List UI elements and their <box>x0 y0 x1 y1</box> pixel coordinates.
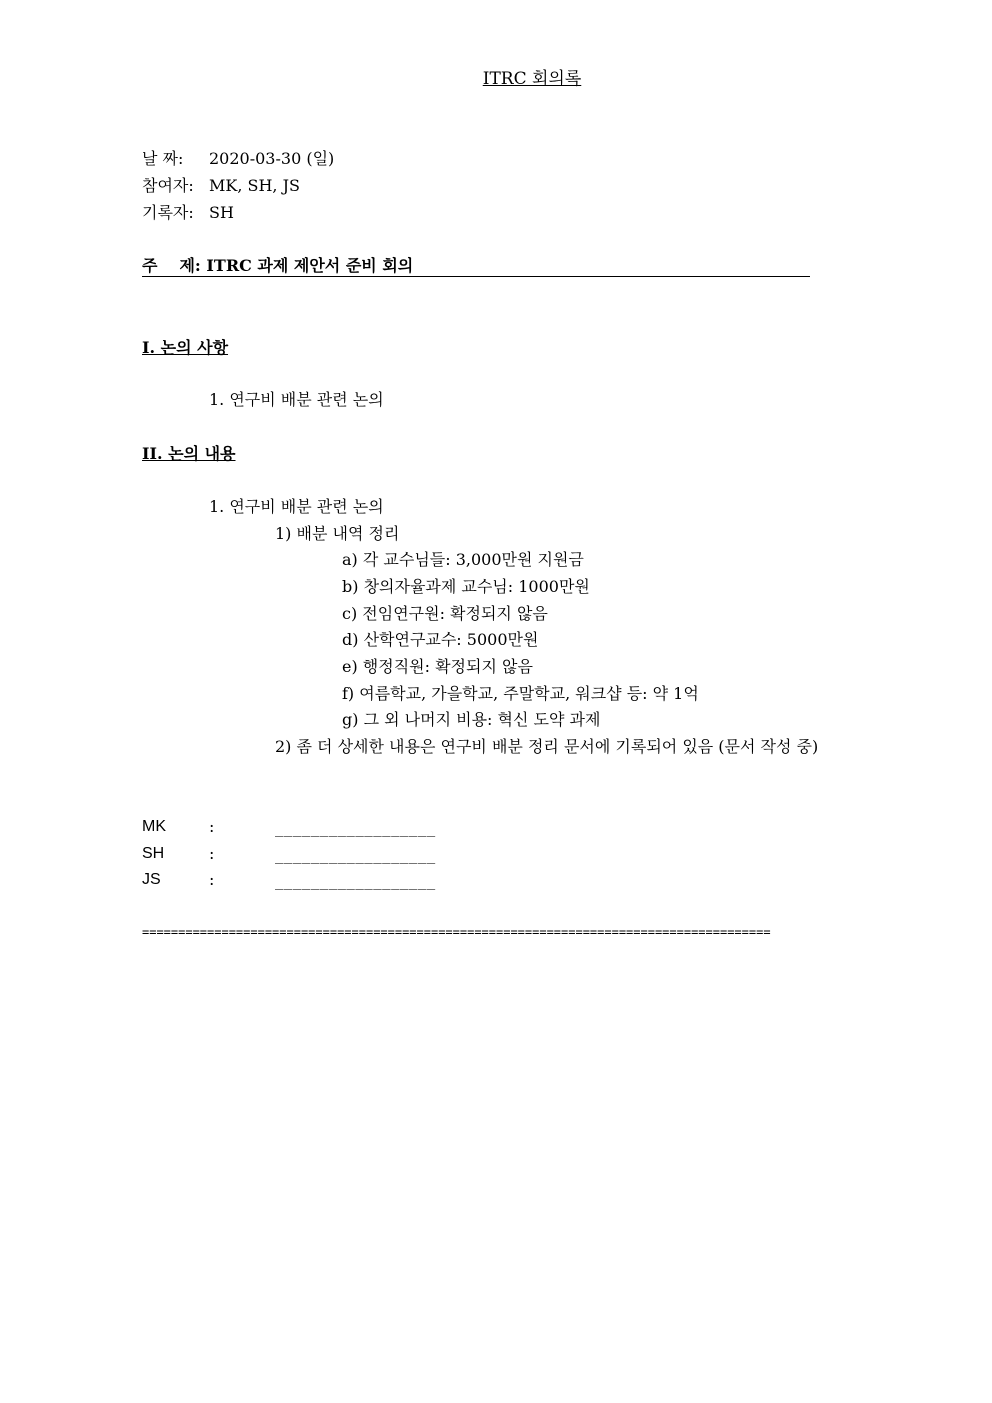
document-title: ITRC 회의록 <box>482 69 582 89</box>
subject-value: ITRC 과제 제안서 준비 회의 <box>206 256 414 275</box>
signature-colon: : <box>209 817 215 836</box>
section1-item: 1. 연구비 배분 관련 논의 <box>209 390 384 409</box>
signature-name: SH <box>142 845 165 862</box>
section1-heading: I. 논의 사항 <box>142 338 229 357</box>
signature-line: __________________ <box>275 848 436 864</box>
signature-name: JS <box>142 871 161 888</box>
detail-item: c) 전임연구원: 확정되지 않음 <box>342 604 548 623</box>
signature-colon: : <box>209 870 215 889</box>
date-label: 날 짜: <box>142 149 184 168</box>
detail-item: d) 산학연구교수: 5000만원 <box>342 630 539 649</box>
detail-item: g) 그 외 나머지 비용: 혁신 도약 과제 <box>342 710 601 729</box>
date-value: 2020-03-30 (일) <box>209 149 335 168</box>
section2-item: 1. 연구비 배분 관련 논의 <box>209 497 384 516</box>
signature-colon: : <box>209 844 215 863</box>
detail-item: a) 각 교수님들: 3,000만원 지원금 <box>342 550 584 569</box>
recorder-label: 기록자: <box>142 203 194 222</box>
signature-line: __________________ <box>275 821 436 837</box>
attendees-label: 참여자: <box>142 176 194 195</box>
section2-sub-item: 1) 배분 내역 정리 <box>275 524 400 543</box>
detail-item: e) 행정직원: 확정되지 않음 <box>342 657 533 676</box>
attendees-value: MK, SH, JS <box>209 176 300 195</box>
section2-heading: II. 논의 내용 <box>142 444 236 463</box>
detail-item: f) 여름학교, 가을학교, 주말학교, 워크샵 등: 약 1억 <box>342 684 699 703</box>
section2-sub-item: 2) 좀 더 상세한 내용은 연구비 배분 정리 문서에 기록되어 있음 (문서 작성 중) <box>275 737 819 756</box>
signature-line: __________________ <box>275 874 436 890</box>
detail-item: b) 창의자율과제 교수님: 1000만원 <box>342 577 590 596</box>
footer-rule: ======================================================================================= <box>142 925 771 939</box>
subject-label-b: 제: <box>179 256 201 275</box>
subject-line <box>142 256 810 277</box>
subject-label-a: 주 <box>142 256 158 275</box>
signature-name: MK <box>142 818 166 835</box>
recorder-value: SH <box>209 203 234 222</box>
